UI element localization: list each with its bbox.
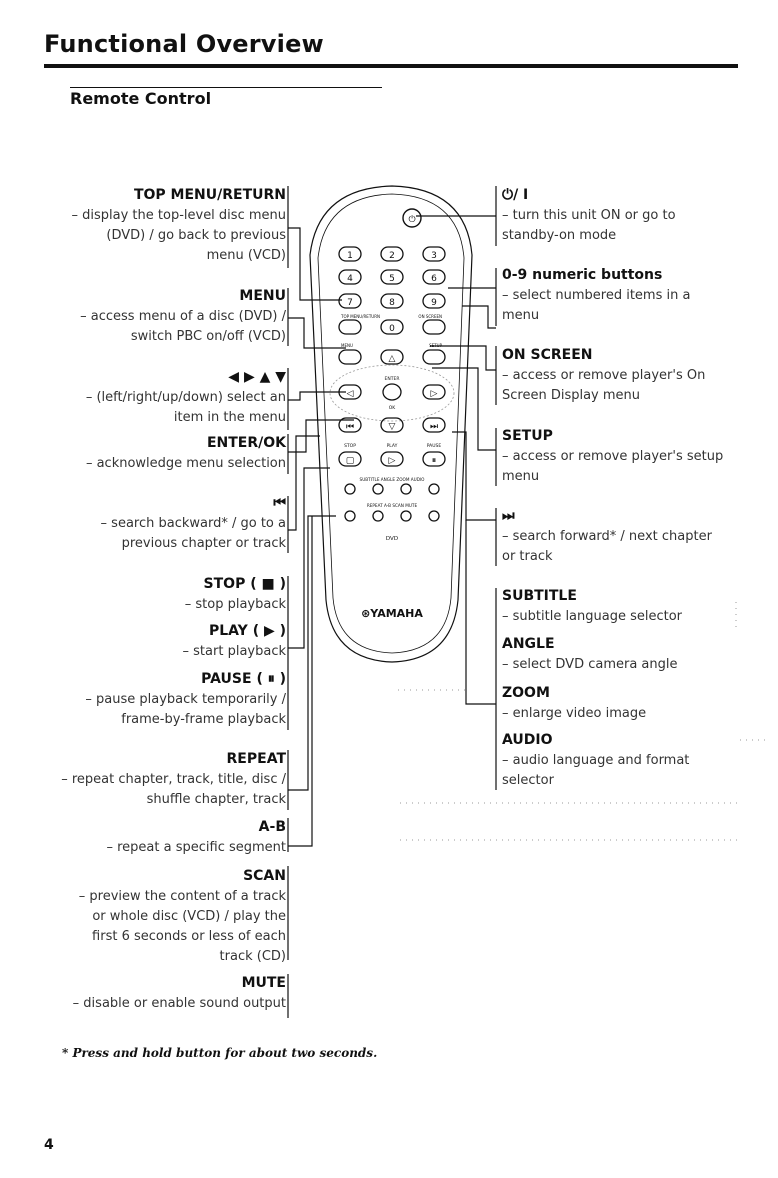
svg-text:7: 7: [347, 298, 353, 308]
label-line: – subtitle language selector: [502, 609, 683, 624]
model-label: DVD: [385, 536, 399, 542]
section-title: Remote Control: [70, 89, 212, 108]
label-line: – select DVD camera angle: [502, 657, 678, 672]
svg-text:8: 8: [389, 298, 395, 308]
svg-text:⏸: ⏸: [431, 456, 437, 466]
digit-button-8[interactable]: [381, 294, 403, 308]
setup-button[interactable]: [423, 350, 445, 364]
menu-button[interactable]: [339, 350, 361, 364]
label-setup-small: SETUP: [429, 343, 442, 348]
pause-button[interactable]: [423, 452, 445, 466]
label-line: – acknowledge menu selection: [85, 456, 286, 471]
svg-text:△: △: [388, 354, 396, 364]
svg-text:0: 0: [389, 324, 395, 334]
label-line: – enlarge video image: [502, 706, 647, 721]
down-button[interactable]: [381, 418, 403, 432]
repeat-button[interactable]: [345, 511, 355, 521]
label-heading: MENU: [239, 288, 286, 304]
label-heading: 0-9 numeric buttons: [502, 267, 663, 283]
label-line: – repeat a specific segment: [106, 840, 286, 855]
page-number: 4: [44, 1137, 54, 1153]
label-line: – disable or enable sound output: [72, 996, 286, 1011]
label-line: – search backward* / go to a: [100, 516, 286, 531]
ok-button[interactable]: [383, 384, 401, 400]
digit-button-2[interactable]: [381, 247, 403, 261]
top-menu-button[interactable]: [339, 320, 361, 334]
power-button[interactable]: [403, 209, 421, 227]
label-line: – access or remove player's setup: [502, 449, 724, 464]
play-small-label: PLAY: [386, 444, 398, 449]
up-button[interactable]: [381, 350, 403, 364]
mute-button[interactable]: [429, 511, 439, 521]
digit-button-5[interactable]: [381, 270, 403, 284]
right-button[interactable]: [423, 385, 445, 399]
label-line: – repeat chapter, track, title, disc /: [61, 772, 286, 787]
label-line: – preview the content of a track: [78, 889, 286, 904]
svg-text:1: 1: [347, 251, 353, 261]
svg-text:▷: ▷: [430, 389, 438, 399]
audio-button[interactable]: [429, 484, 439, 494]
label-line: – display the top-level disc menu: [71, 208, 286, 223]
label-heading: SCAN: [243, 868, 286, 884]
label-line: standby-on mode: [502, 228, 617, 243]
label-heading: ANGLE: [502, 636, 555, 652]
a-b-button[interactable]: [373, 511, 383, 521]
label-heading: ON SCREEN: [502, 347, 593, 363]
next-button[interactable]: [423, 418, 445, 432]
label-line: menu: [502, 469, 540, 484]
label-line: – stop playback: [184, 597, 286, 612]
stop-button[interactable]: [339, 452, 361, 466]
svg-text:9: 9: [431, 298, 437, 308]
label-line: – access menu of a disc (DVD) /: [80, 309, 286, 324]
digit-button-4[interactable]: [339, 270, 361, 284]
label-heading: ⏮: [273, 495, 286, 511]
digit-button-6[interactable]: [423, 270, 445, 284]
label-line: – search forward* / next chapter: [502, 529, 712, 544]
label-heading: ENTER/OK: [206, 435, 286, 451]
label-line: shuffle chapter, track: [146, 792, 286, 807]
svg-text:◁: ◁: [346, 389, 354, 399]
label-line: first 6 seconds or less of each: [92, 929, 286, 944]
svg-text:▢: ▢: [345, 456, 355, 466]
svg-text:5: 5: [389, 274, 395, 284]
label-heading: PAUSE ( ⏸ ): [201, 671, 286, 687]
function-row-1-labels: SUBTITLE ANGLE ZOOM AUDIO: [359, 477, 425, 482]
svg-text:▷: ▷: [388, 456, 396, 466]
label-line: menu (VCD): [206, 248, 286, 263]
scan-artifacts: [398, 602, 766, 840]
play-button[interactable]: [381, 452, 403, 466]
label-line: track (CD): [219, 949, 286, 964]
label-line: – audio language and format: [502, 753, 690, 768]
zoom-button[interactable]: [401, 484, 411, 494]
page-title: Functional Overview: [44, 30, 324, 58]
label-line: frame-by-frame playback: [121, 712, 286, 727]
label-line: – turn this unit ON or go to: [502, 208, 676, 223]
ok-small-label: OK: [388, 406, 396, 411]
label-line: menu: [502, 308, 540, 323]
svg-text:⏻: ⏻: [408, 215, 416, 225]
label-heading: ⏻/ I: [502, 187, 529, 203]
digit-button-9[interactable]: [423, 294, 445, 308]
label-line: Screen Display menu: [502, 388, 641, 403]
svg-text:⏮: ⏮: [345, 422, 355, 432]
digit-button-0[interactable]: [381, 320, 403, 334]
label-heading: A-B: [258, 819, 286, 835]
angle-button[interactable]: [373, 484, 383, 494]
svg-text:3: 3: [431, 251, 437, 261]
subtitle-button[interactable]: [345, 484, 355, 494]
label-on-screen-small: ON SCREEN: [418, 314, 442, 319]
label-line: previous chapter or track: [121, 536, 286, 551]
label-heading: MUTE: [241, 975, 286, 991]
svg-text:▽: ▽: [388, 422, 396, 432]
enter-small-label: ENTER: [384, 377, 400, 382]
function-row-2-labels: REPEAT A-B SCAN MUTE: [366, 503, 418, 508]
footnote: * Press and hold button for about two seconds.: [62, 1046, 378, 1060]
label-heading: AUDIO: [502, 732, 553, 748]
label-heading: REPEAT: [226, 751, 286, 767]
label-line: – select numbered items in a: [502, 288, 691, 303]
label-line: – pause playback temporarily /: [85, 692, 286, 707]
label-line: selector: [502, 773, 554, 788]
scan-button[interactable]: [401, 511, 411, 521]
on-screen-button[interactable]: [423, 320, 445, 334]
brand-logo: ⊛YAMAHA: [361, 607, 423, 620]
label-menu-small: MENU: [341, 343, 353, 348]
digit-button-3[interactable]: [423, 247, 445, 261]
label-heading: SETUP: [502, 428, 553, 444]
digit-button-1[interactable]: [339, 247, 361, 261]
label-heading: PLAY ( ▶ ): [209, 623, 286, 639]
label-line: – (left/right/up/down) select an: [85, 390, 286, 405]
pause-small-label: PAUSE: [426, 444, 442, 449]
label-line: (DVD) / go back to previous: [106, 228, 286, 243]
label-heading: TOP MENU/RETURN: [133, 187, 286, 203]
svg-text:2: 2: [389, 251, 395, 261]
label-line: or track: [502, 549, 553, 564]
svg-text:6: 6: [431, 274, 437, 284]
label-heading: ◀ ▶ ▲ ▼: [228, 369, 286, 385]
label-line: or whole disc (VCD) / play the: [92, 909, 286, 924]
label-line: switch PBC on/off (VCD): [130, 329, 286, 344]
label-heading: ⏭: [502, 508, 515, 524]
stop-small-label: STOP: [344, 444, 356, 449]
label-heading: STOP ( ■ ): [203, 576, 286, 592]
svg-text:4: 4: [347, 274, 353, 284]
label-line: – start playback: [182, 644, 286, 659]
label-heading: SUBTITLE: [502, 588, 577, 604]
label-line: item in the menu: [173, 410, 286, 425]
label-top-menu-small: TOP MENU/RETURN: [341, 314, 380, 319]
label-heading: ZOOM: [502, 685, 550, 701]
svg-text:⏭: ⏭: [429, 422, 439, 432]
label-line: – access or remove player's On: [502, 368, 706, 383]
digit-button-7[interactable]: [339, 294, 361, 308]
